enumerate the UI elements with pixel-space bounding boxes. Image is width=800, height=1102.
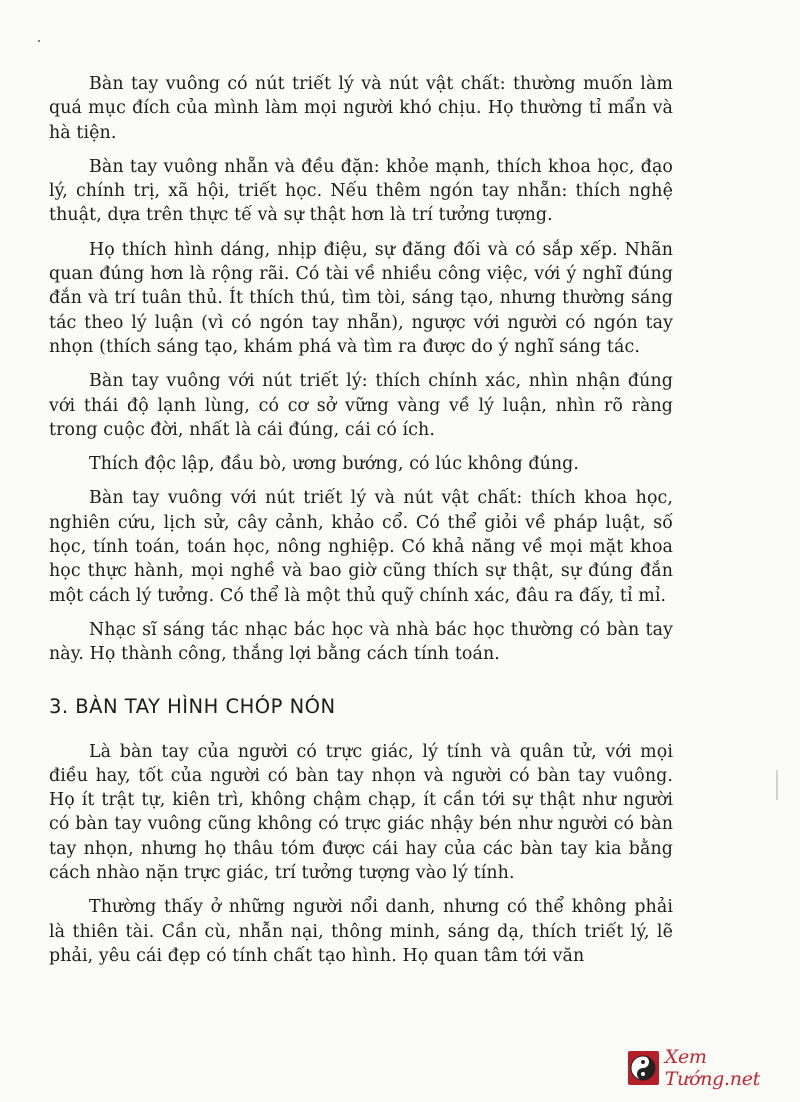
scan-edge-mark bbox=[776, 770, 778, 800]
paragraph: Thích độc lập, đầu bò, ương bướng, có lúc không đúng. bbox=[89, 454, 580, 475]
paragraph: Họ thích hình dáng, nhịp điệu, sự đăng đối và có sắp xếp. Nhãn quan đúng hơn là rộng rãi. Có tài về nhiều công việc, với ý nghĩ đúng đắn và trí tuân thủ. Ít thích thú, tìm tòi, sáng tạo, nhưng thường sáng tác theo lý luận (vì có ngón tay nhẵn), ngược với người có ngón tay nhọn (thích sáng tạo, khám phá và tìm ra được do ý nghĩ sáng tác. bbox=[49, 239, 673, 357]
paragraph: Thường thấy ở những người nổi danh, nhưng có thể không phải là thiên tài. Cần cù, nhẫn nại, thông minh, sáng dạ, thích triết lý, lẽ phải, yêu cái đẹp có tính chất tạo hình. Họ quan tâm tới văn bbox=[49, 897, 673, 966]
paragraph: Bàn tay vuông nhẵn và đều đặn: khỏe mạnh, thích khoa học, đạo lý, chính trị, xã hội, triết học. Nếu thêm ngón tay nhẵn: thích nghệ thuật, dựa trên thực tế và sự thật hơn là trí tưởng tượng. bbox=[49, 156, 673, 226]
paragraph: Bàn tay vuông với nút triết lý: thích chính xác, nhìn nhận đúng với thái độ lạnh lùng, có cơ sở vững vàng về lý luận, nhìn rõ ràng trong cuộc đời, nhất là cái đúng, cái có ích. bbox=[49, 371, 673, 440]
yin-yang-icon bbox=[628, 1051, 659, 1085]
site-watermark bbox=[628, 1048, 794, 1088]
watermark-text: Xem Tướng.net bbox=[664, 1046, 760, 1090]
scan-speck bbox=[38, 40, 40, 42]
body-text bbox=[49, 72, 673, 978]
paragraph: Bàn tay vuông có nút triết lý và nút vật chất: thường muốn làm quá mục đích của mình làm mọi người khó chịu. Họ thường tỉ mẩn và hà tiện. bbox=[49, 74, 673, 143]
section-heading: 3. BÀN TAY HÌNH CHÓP NÓN bbox=[49, 694, 336, 718]
paragraph: Nhạc sĩ sáng tác nhạc bác học và nhà bác học thường có bàn tay này. Họ thành công, thắng lợi bằng cách tính toán. bbox=[49, 619, 673, 665]
paragraph: Là bàn tay của người có trực giác, lý tính và quân tử, với mọi điều hay, tốt của người có bàn tay nhọn và người có bàn tay vuông. Họ ít trật tự, kiên trì, không chậm chạp, ít cần tới sự thật như người có bàn tay vuông cũng không có trực giác nhậy bén như người có bàn tay nhọn, nhưng họ thâu tóm được cái hay của các bàn tay kia bằng cách nhào nặn trực giác, trí tưởng tượng vào lý tính. bbox=[49, 741, 673, 884]
paragraph: Bàn tay vuông với nút triết lý và nút vật chất: thích khoa học, nghiên cứu, lịch sử, cây cảnh, khảo cổ. Có thể giỏi về pháp luật, số học, tính toán, toán học, nông nghiệp. Có khả năng về mọi mặt khoa học thực hành, mọi nghề và bao giờ cũng thích sự thật, sự đúng đắn một cách lý tưởng. Có thể là một thủ quỹ chính xác, đâu ra đấy, tỉ mỉ. bbox=[49, 488, 673, 606]
